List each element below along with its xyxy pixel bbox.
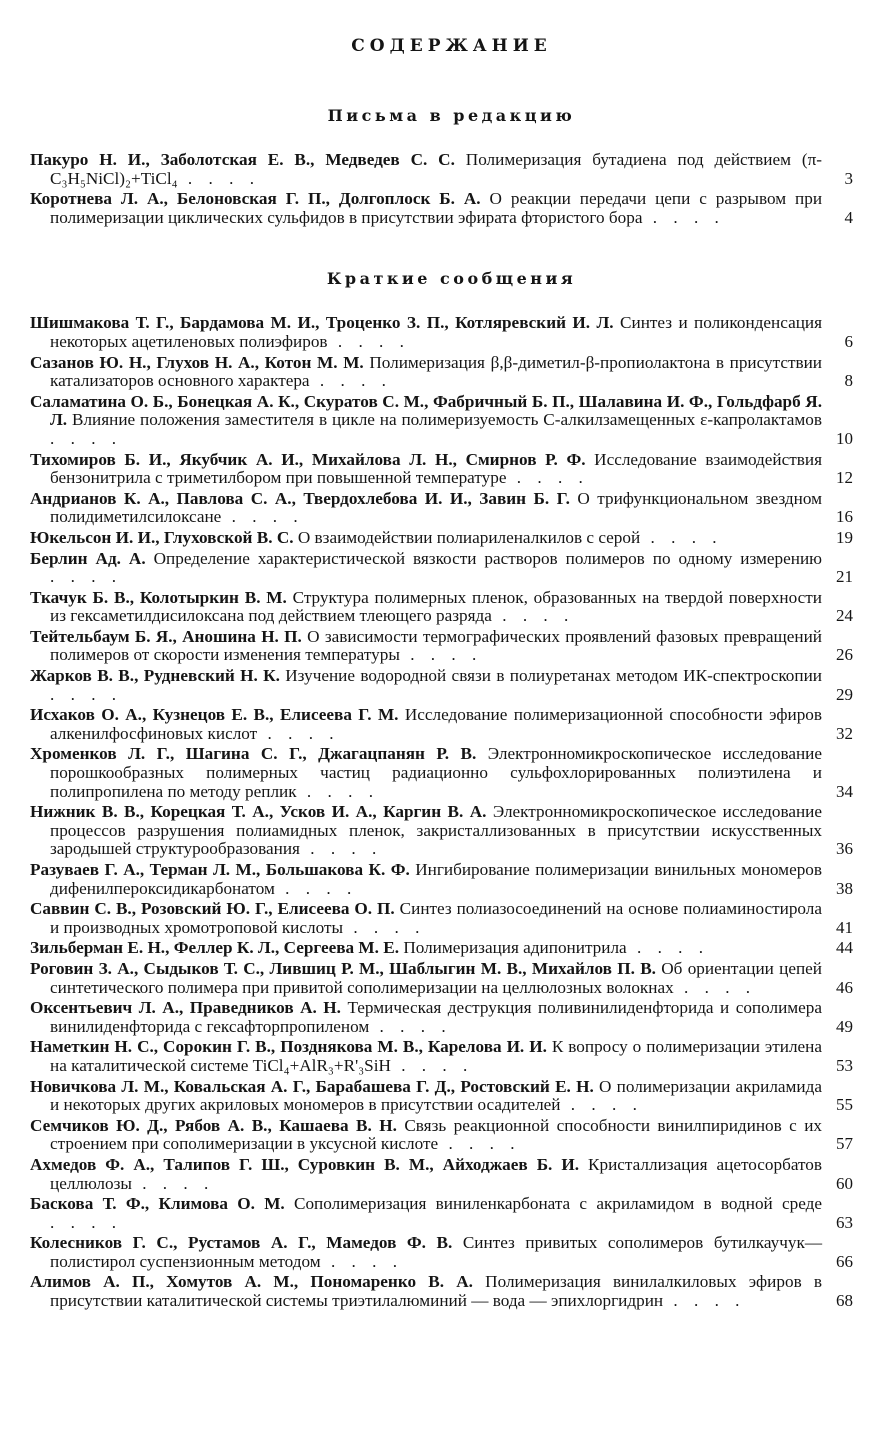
entry-text bbox=[30, 529, 822, 548]
entry-page-number: 63 bbox=[836, 1212, 853, 1232]
toc-entry bbox=[30, 745, 853, 801]
entry-title: О трифункциональном звездном полидиметилсилоксане bbox=[50, 488, 823, 527]
entry-text bbox=[30, 1078, 822, 1115]
toc-entry bbox=[30, 1156, 853, 1193]
dot-leader: . . . . bbox=[309, 371, 392, 391]
entry-page-number: 3 bbox=[844, 168, 853, 188]
dot-leader: . . . . bbox=[390, 1055, 474, 1075]
toc-entry bbox=[30, 1117, 853, 1154]
entry-page-number: 44 bbox=[836, 938, 853, 958]
entry-text bbox=[30, 803, 822, 859]
toc-entry bbox=[30, 451, 853, 488]
entry-authors: Жарков В. В., Рудневский Н. К. bbox=[30, 666, 280, 686]
entry-page-number: 10 bbox=[836, 428, 853, 448]
entry-authors: Колесников Г. С., Рустамов А. Г., Мамедов Ф. В. bbox=[30, 1233, 453, 1253]
entry-title: О реакции передачи цепи с разрывом при полимеризации циклических сульфидов в присутствии эфирата фтористого бора bbox=[50, 189, 823, 227]
entry-page-number: 46 bbox=[836, 977, 853, 997]
entry-page-number: 21 bbox=[836, 567, 853, 587]
entry-list bbox=[30, 151, 853, 227]
toc-entry bbox=[30, 861, 853, 898]
entry-text bbox=[30, 314, 822, 351]
dot-leader: . . . . bbox=[626, 938, 710, 958]
entry-page-number: 49 bbox=[836, 1016, 853, 1036]
dot-leader: . . . . bbox=[343, 917, 426, 937]
dot-leader: . . . . bbox=[299, 839, 383, 859]
entry-authors: Нижник В. В., Корецкая Т. А., Усков И. А., Каргин В. А. bbox=[30, 802, 487, 822]
entry-authors: Новичкова Л. М., Ковальская А. Г., Барабашева Г. Д., Ростовский Е. Н. bbox=[30, 1076, 594, 1096]
entry-page-number: 12 bbox=[836, 468, 853, 488]
dot-leader: . . . . bbox=[438, 1134, 521, 1154]
entry-page-number: 60 bbox=[836, 1173, 853, 1193]
dot-leader: . . . . bbox=[257, 723, 340, 743]
entry-page-number: 53 bbox=[836, 1055, 853, 1075]
entry-title: О взаимодействии полиариленалкилов с серой bbox=[297, 527, 641, 547]
toc-entry bbox=[30, 190, 853, 227]
entry-authors: Разуваев Г. А., Терман Л. М., Большакова К. Ф. bbox=[30, 860, 410, 879]
entry-authors: Пакуро Н. И., Заболотская Е. В., Медведев С. С. bbox=[30, 150, 455, 169]
entry-title: Полимеризация адипонитрила bbox=[403, 938, 627, 958]
entry-authors: Тейтельбаум Б. Я., Аношина Н. П. bbox=[30, 626, 302, 646]
dot-leader: . . . . bbox=[50, 567, 123, 587]
entry-list bbox=[30, 314, 853, 1310]
entry-text bbox=[30, 589, 822, 626]
entry-page-number: 41 bbox=[836, 917, 853, 937]
dot-leader: . . . . bbox=[50, 684, 123, 704]
entry-authors: Сазанов Ю. Н., Глухов Н. А., Котон М. М. bbox=[30, 352, 364, 372]
entry-title: К вопросу о полимеризации этилена на каталитической системе TiCl₄+AlR₃+R'₃SiH bbox=[50, 1037, 822, 1075]
entry-page-number: 66 bbox=[836, 1251, 853, 1271]
entry-text bbox=[30, 1234, 822, 1271]
entry-title: Электронномикроскопическое исследование порошкообразных полимерных частиц радиационно сульфохлорированных полиэтилена и полипропилена по методу реплик bbox=[50, 744, 822, 801]
section-heading: Краткие сообщения bbox=[326, 269, 577, 289]
entry-text bbox=[30, 190, 822, 227]
entry-authors: Юкельсон И. И., Глуховской В. С. bbox=[30, 527, 294, 547]
toc-entry bbox=[30, 628, 853, 665]
toc-entry bbox=[30, 1273, 853, 1310]
entry-title: Определение характеристической вязкости растворов полимеров по одному измерению bbox=[153, 548, 822, 568]
entry-page-number: 6 bbox=[844, 331, 853, 351]
dot-leader: . . . . bbox=[274, 878, 358, 898]
entry-page-number: 36 bbox=[836, 839, 853, 859]
entry-title: О зависимости термографических проявлений фазовых превращений полимеров от скорости изменения температуры bbox=[50, 626, 822, 665]
dot-leader: . . . . bbox=[399, 645, 483, 665]
entry-text bbox=[30, 960, 822, 997]
entry-text bbox=[30, 1195, 822, 1232]
entry-page-number: 34 bbox=[836, 781, 853, 801]
entry-text bbox=[30, 451, 822, 488]
entry-authors: Баскова Т. Ф., Климова О. М. bbox=[30, 1194, 285, 1214]
entry-text bbox=[30, 1038, 822, 1075]
dot-leader: . . . . bbox=[50, 428, 123, 448]
entry-text bbox=[30, 151, 822, 188]
entry-title: Влияние положения заместителя в цикле на полимеризуемость С-алкилзамещенных ε-капролактамов bbox=[71, 410, 822, 430]
toc-entry bbox=[30, 354, 853, 391]
entry-title: Связь реакционной способности винилпиридинов с их строением при сополимеризации в уксусной кислоте bbox=[50, 1115, 823, 1154]
toc-entry bbox=[30, 490, 853, 527]
dot-leader: . . . . bbox=[177, 168, 260, 188]
entry-title: Исследование полимеризационной способности эфиров алкенилфосфиновых кислот bbox=[50, 705, 823, 743]
entry-title: Синтез полиазосоединений на основе полиаминостирола и производных хромотроповой кислоты bbox=[50, 899, 823, 937]
dot-leader: . . . . bbox=[320, 1251, 404, 1271]
entry-title: Об ориентации цепей синтетического полимера при привитой сополимеризации на целлюлозных волокнах bbox=[50, 958, 823, 997]
dot-leader: . . . . bbox=[491, 606, 575, 626]
entry-title: Ингибирование полимеризации винильных мономеров дифенилпероксидикарбонатом bbox=[50, 860, 822, 898]
dot-leader: . . . . bbox=[506, 468, 589, 488]
entry-title: Кристаллизация ацетосорбатов целлюлозы bbox=[50, 1154, 823, 1193]
entry-page-number: 68 bbox=[836, 1291, 853, 1311]
dot-leader: . . . . bbox=[560, 1095, 643, 1115]
dot-leader: . . . . bbox=[296, 781, 379, 801]
entry-page-number: 55 bbox=[836, 1095, 853, 1115]
dot-leader: . . . . bbox=[50, 1212, 123, 1232]
entry-page-number: 57 bbox=[836, 1134, 853, 1154]
entry-page-number: 29 bbox=[836, 684, 853, 704]
toc-entry bbox=[30, 550, 853, 587]
entry-text bbox=[30, 1156, 822, 1193]
entry-title: Синтез и поликонденсация некоторых ацетиленовых полиэфиров bbox=[50, 313, 822, 351]
entry-title: Изучение водородной связи в полиуретанах методом ИК-спектроскопии bbox=[285, 666, 822, 686]
entry-title: Синтез привитых сополимеров бутилкаучук—полистирол суспензионным методом bbox=[50, 1233, 823, 1271]
entry-text bbox=[30, 861, 822, 898]
entry-page-number: 8 bbox=[844, 371, 853, 391]
entry-authors: Андрианов К. А., Павлова С. А., Твердохлебова И. И., Завин Б. Г. bbox=[30, 488, 570, 508]
entry-authors: Тихомиров Б. И., Якубчик А. И., Михайлова Л. Н., Смирнов Р. Ф. bbox=[30, 449, 586, 469]
entry-authors: Хроменков Л. Г., Шагина С. Г., Джагацпанян Р. В. bbox=[30, 744, 477, 764]
entry-authors: Саламатина О. Б., Бонецкая А. К., Скуратов С. М., Фабричный Б. П., Шалавина И. Ф., Гольдфарб Я. Л. bbox=[30, 391, 822, 430]
entry-page-number: 38 bbox=[836, 878, 853, 898]
dot-leader: . . . . bbox=[663, 1291, 746, 1311]
entry-authors: Семчиков Ю. Д., Рябов А. В., Кашаева В. Н. bbox=[30, 1115, 397, 1135]
entry-authors: Ахмедов Ф. А., Талипов Г. Ш., Суровкин В. М., Айходжаев Б. И. bbox=[30, 1154, 580, 1174]
dot-leader: . . . . bbox=[327, 331, 410, 351]
toc-entry bbox=[30, 589, 853, 626]
entry-text bbox=[30, 939, 822, 958]
entry-page-number: 32 bbox=[836, 723, 853, 743]
entry-text bbox=[30, 1273, 822, 1310]
entry-authors: Роговин З. А., Сыдыков Т. С., Лившиц Р. М., Шаблыгин М. В., Михайлов П. В. bbox=[30, 958, 656, 978]
entry-authors: Оксентьевич Л. А., Праведников А. Н. bbox=[30, 998, 341, 1018]
entry-text bbox=[30, 706, 822, 743]
entry-title: Термическая деструкция поливинилиденфторида и сополимера винилиденфторида с гексафторпропиленом bbox=[50, 998, 822, 1036]
entry-title: Электронномикроскопическое исследование процессов разрушения полиамидных пленок, закристаллизованных в присутствии искусственных зародышей структурообразования bbox=[50, 802, 822, 859]
dot-leader: . . . . bbox=[642, 207, 725, 227]
entry-title: Исследование взаимодействия бензонитрила с триметилбором при повышенной температуре bbox=[50, 449, 822, 488]
toc-entry bbox=[30, 939, 853, 958]
toc-entry bbox=[30, 1078, 853, 1115]
toc-entry bbox=[30, 999, 853, 1036]
entry-text bbox=[30, 628, 822, 665]
toc-entry bbox=[30, 314, 853, 351]
toc-entry bbox=[30, 667, 853, 704]
entry-authors: Исхаков О. А., Кузнецов Е. В., Елисеева Г. М. bbox=[30, 705, 399, 725]
dot-leader: . . . . bbox=[369, 1016, 452, 1036]
entry-text bbox=[30, 667, 822, 704]
entry-text bbox=[30, 550, 822, 587]
toc-entry bbox=[30, 1234, 853, 1271]
entry-authors: Алимов А. П., Хомутов А. М., Пономаренко В. А. bbox=[30, 1272, 473, 1292]
entry-authors: Коротнева Л. А., Белоновская Г. П., Долгоплоск Б. А. bbox=[30, 189, 481, 209]
entry-title: Структура полимерных пленок, образованных на твердой поверхности из гексаметилдисилоксана под действием тлеющего разряда bbox=[50, 587, 822, 626]
entry-title: Полимеризация винилалкиловых эфиров в присутствии каталитической системы триэтилалюминий — вода — эпихлоргидрин bbox=[50, 1272, 822, 1311]
entry-authors: Берлин Ад. А. bbox=[30, 548, 146, 568]
entry-title: Полимеризация β,β-диметил-β-пропиолактона в присутствии катализаторов основного характера bbox=[50, 352, 822, 391]
section-heading: Письма в редакцию bbox=[327, 106, 576, 125]
toc-entry bbox=[30, 529, 853, 548]
sections-container bbox=[30, 106, 853, 1311]
entry-page-number: 16 bbox=[836, 507, 853, 527]
toc-entry bbox=[30, 960, 853, 997]
entry-text bbox=[30, 393, 822, 449]
page-title: СОДЕРЖАНИЕ bbox=[351, 36, 552, 56]
entry-page-number: 19 bbox=[836, 527, 853, 547]
entry-authors: Наметкин Н. С., Сорокин Г. В., Позднякова М. В., Карелова И. И. bbox=[30, 1037, 547, 1057]
entry-text bbox=[30, 745, 822, 801]
entry-authors: Зильберман Е. Н., Феллер К. Л., Сергеева М. Е. bbox=[30, 938, 400, 958]
entry-page-number: 4 bbox=[844, 207, 853, 227]
entry-title: Сополимеризация виниленкарбоната с акриламидом в водной среде bbox=[294, 1194, 822, 1214]
entry-text bbox=[30, 490, 822, 527]
entry-text bbox=[30, 354, 822, 391]
toc-entry bbox=[30, 1038, 853, 1075]
dot-leader: . . . . bbox=[673, 977, 757, 997]
entry-page-number: 24 bbox=[836, 606, 853, 626]
toc-entry bbox=[30, 393, 853, 449]
entry-authors: Саввин С. В., Розовский Ю. Г., Елисеева О. П. bbox=[30, 899, 395, 919]
toc-entry bbox=[30, 706, 853, 743]
entry-title: Полимеризация бутадиена под действием (π-C₃H₅NiCl)₂+TiCl₄ bbox=[50, 150, 823, 188]
entry-text bbox=[30, 999, 822, 1036]
entry-text bbox=[30, 1117, 822, 1154]
entry-page-number: 26 bbox=[836, 645, 853, 665]
dot-leader: . . . . bbox=[131, 1173, 215, 1193]
toc-entry bbox=[30, 900, 853, 937]
toc-entry bbox=[30, 151, 853, 188]
dot-leader: . . . . bbox=[640, 527, 723, 547]
dot-leader: . . . . bbox=[221, 507, 304, 527]
entry-text bbox=[30, 900, 822, 937]
toc-entry bbox=[30, 803, 853, 859]
entry-title: О полимеризации акриламида и некоторых других акриловых мономеров в присутствии осадителей bbox=[50, 1076, 822, 1115]
entry-authors: Ткачук Б. В., Колотыркин В. М. bbox=[30, 587, 287, 607]
entry-authors: Шишмакова Т. Г., Бардамова М. И., Троценко З. П., Котляревский И. Л. bbox=[30, 313, 614, 333]
toc-entry bbox=[30, 1195, 853, 1232]
